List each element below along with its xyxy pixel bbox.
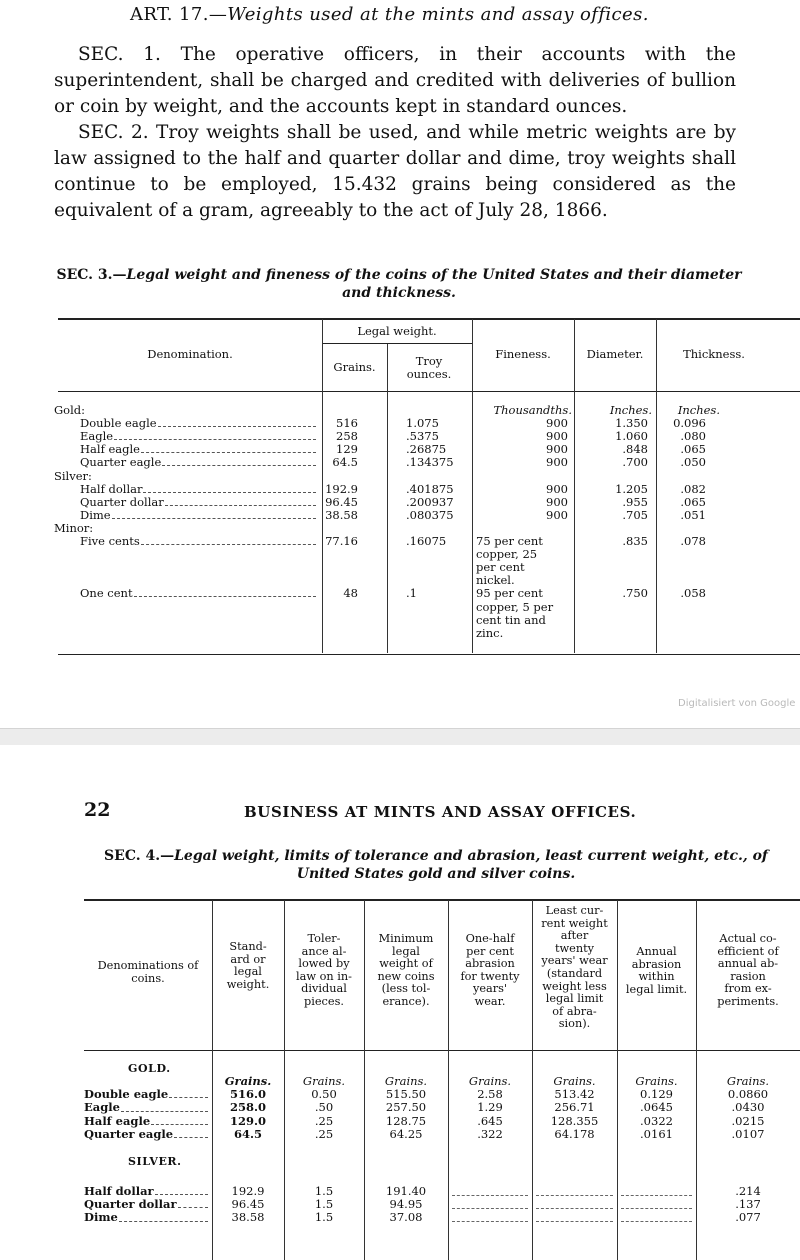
table-1-caption [54, 266, 744, 302]
gold-row-half-eagle-min: 128.75 [385, 1113, 427, 1128]
gold-row-half-eagle-actual: .0215 [731, 1113, 765, 1128]
silver-row-half-dollar-min: 191.40 [385, 1184, 427, 1198]
table-2-header-col-1 [84, 960, 212, 985]
table-1-col-rule [472, 319, 473, 653]
group-label-gold-2: GOLD. [128, 1062, 171, 1075]
row-one-cent-grains: 48 [343, 586, 358, 601]
row-dime-fineness: 900 [546, 507, 568, 522]
running-head: BUSINESS AT MINTS AND ASSAY OFFICES. [244, 803, 637, 821]
header-line: per cent [466, 944, 514, 958]
gold-row-eagle-std: 258.0 [229, 1100, 266, 1115]
row-half-dollar-fineness: 900 [546, 481, 568, 496]
section-1-paragraph [54, 42, 736, 120]
leader-dots [134, 589, 316, 597]
silver-row-quarter-dollar-std: 96.45 [231, 1197, 265, 1212]
gold-row-eagle-min: 257.50 [385, 1100, 427, 1115]
row-half-dollar-thickness: .082 [680, 481, 706, 496]
row-five-cents-label [80, 535, 316, 548]
leader-dots [112, 511, 316, 519]
row-dime-thickness: .051 [680, 507, 706, 522]
row-quarter-dollar-troy: .200937 [406, 494, 454, 509]
gold-row-quarter-eagle-annual: .0161 [640, 1126, 673, 1141]
gold-row-quarter-eagle-least: 64.178 [554, 1126, 595, 1141]
header-line: weight less [542, 979, 607, 993]
header-line: lowed by [298, 957, 350, 971]
header-line: legal [234, 965, 262, 979]
leader-dots [121, 1104, 208, 1112]
table-2-header-col-8 [696, 933, 800, 1009]
header-line: for twenty [460, 969, 520, 983]
section-1-label: SEC. 1. [78, 44, 161, 65]
legal-weight-subrule [322, 343, 472, 344]
row-double-eagle-fineness: 900 [546, 416, 568, 431]
row-five-cents-fineness-line: per cent [476, 560, 525, 575]
leader-dots [141, 445, 316, 453]
gold-row-double-eagle-min: 515.50 [385, 1087, 427, 1102]
table-2-caption [80, 847, 792, 883]
row-one-cent-name: One cent [80, 586, 133, 601]
row-half-eagle-troy: .26875 [406, 442, 447, 457]
gold-row-double-eagle-half: 2.58 [477, 1087, 503, 1102]
table-2-header-col-3 [284, 933, 364, 1009]
row-five-cents-fineness-line: copper, 25 [476, 547, 538, 562]
gold-row-eagle-annual: .0645 [640, 1100, 673, 1115]
row-five-cents-thickness: .078 [680, 534, 706, 548]
leader-dots [151, 1117, 208, 1125]
page-2 [0, 745, 800, 1260]
header-line: annual ab- [717, 957, 779, 971]
table-1-top-rule [58, 318, 800, 320]
gold-row-double-eagle-std: 516.0 [229, 1087, 266, 1102]
header-line: Toler- [307, 932, 341, 945]
header-line: efficient of [717, 944, 779, 958]
unit-grains: Grains. [224, 1074, 272, 1088]
silver-row-dime-std: 38.58 [231, 1210, 265, 1225]
gold-row-eagle-actual: .0430 [731, 1100, 765, 1115]
row-five-cents-diameter: .835 [622, 534, 648, 548]
leader-dots [169, 1090, 208, 1098]
gold-row-half-eagle-annual: .0322 [640, 1113, 673, 1128]
gold-row-half-eagle-least: 128.355 [550, 1113, 599, 1128]
header-line: coins. [131, 971, 165, 985]
header-line: periments. [717, 994, 779, 1008]
row-eagle-thickness: .080 [680, 429, 706, 444]
header-line: dividual [301, 982, 347, 996]
row-double-eagle-troy: 1.075 [406, 416, 439, 431]
row-dime-troy: .080375 [406, 507, 454, 522]
article-label: ART. 17.— [130, 4, 228, 25]
section-4-label: SEC. 4.— [104, 848, 175, 864]
leader-dots [119, 1214, 208, 1222]
header-line: wear. [474, 994, 506, 1008]
header-line: from ex- [724, 982, 772, 996]
table-1-col-rule [387, 344, 388, 653]
row-half-dollar-grains: 192.9 [325, 481, 358, 496]
gold-row-double-eagle-name: Double eagle [84, 1087, 169, 1102]
header-line: twenty [554, 941, 595, 955]
row-double-eagle-thickness: 0.096 [673, 416, 706, 431]
row-dime-name: Dime [80, 507, 111, 522]
group-label-silver: Silver: [54, 468, 92, 483]
row-quarter-eagle-thickness: .050 [680, 455, 706, 470]
table-2-header-col-2 [212, 941, 284, 991]
leader-dots [158, 419, 316, 427]
header-line: One-half [465, 932, 515, 945]
row-dime-diameter: .705 [622, 507, 648, 522]
row-dime-label [80, 509, 316, 522]
silver-row-half-dollar-tol: 1.5 [314, 1184, 334, 1198]
row-five-cents-fineness-line: nickel. [476, 573, 515, 588]
watermark: Digitalisiert von Google [678, 698, 796, 709]
empty-cell-leader [621, 1201, 692, 1209]
article-heading [130, 4, 649, 25]
header-line: ance al- [301, 944, 347, 958]
row-quarter-dollar-fineness: 900 [546, 494, 568, 509]
group-label-minor: Minor: [54, 520, 94, 535]
header-denomination: Denomination. [147, 347, 233, 361]
gold-row-half-eagle-std: 129.0 [229, 1113, 266, 1128]
header-line: legal [392, 944, 420, 958]
header-line: sion). [558, 1017, 591, 1031]
empty-cell-leader [452, 1188, 528, 1196]
row-double-eagle-diameter: 1.350 [615, 416, 648, 431]
row-five-cents-troy: .16075 [406, 534, 447, 548]
unit-grains: Grains. [302, 1074, 346, 1088]
row-five-cents-name: Five cents [80, 534, 140, 548]
gold-row-quarter-eagle-label [84, 1128, 210, 1141]
header-line: new coins [377, 969, 435, 983]
row-double-eagle-grains: 516 [336, 416, 358, 431]
row-quarter-dollar-grains: 96.45 [325, 494, 358, 509]
section-3-caption-text: Legal weight and fineness of the coins of the United States and their diameter and thickness. [126, 267, 742, 301]
row-quarter-dollar-label [80, 496, 316, 509]
gold-row-quarter-eagle-actual: .0107 [731, 1126, 765, 1141]
row-half-dollar-name: Half dollar [80, 481, 143, 496]
gold-row-eagle-half: 1.29 [477, 1100, 503, 1115]
header-line: Stand- [229, 940, 267, 953]
header-line: Denominations of [97, 959, 199, 972]
header-line: of abra- [552, 1004, 597, 1018]
table-2-header-col-6 [532, 905, 617, 1031]
leader-dots [165, 498, 316, 506]
row-quarter-eagle-label [80, 456, 316, 469]
gold-row-quarter-eagle-min: 64.25 [389, 1126, 423, 1141]
gold-row-quarter-eagle-std: 64.5 [233, 1126, 262, 1141]
page-separator [0, 728, 800, 746]
row-quarter-eagle-name: Quarter eagle [80, 455, 162, 470]
section-1-text: The operative officers, in their accounts with the superintendent, shall be charged and credited with deliveries of bullion or coin by weight, and the accounts kept in standard ounces. [54, 44, 736, 117]
header-line: rent weight [541, 916, 608, 930]
header-line: legal limit. [625, 982, 688, 996]
article-title: Weights used at the mints and assay offices. [227, 4, 649, 25]
unit-fineness: Thousandths. [493, 403, 572, 417]
table-2-header-col-5 [448, 933, 532, 1009]
header-line: ard or [230, 952, 266, 966]
section-2-label: SEC. 2. [78, 122, 149, 143]
gold-row-quarter-eagle-name: Quarter eagle [84, 1126, 174, 1141]
header-diameter: Diameter. [586, 347, 644, 361]
header-line: Least cur- [545, 904, 604, 917]
row-one-cent-diameter: .750 [622, 586, 648, 601]
row-double-eagle-name: Double eagle [80, 416, 157, 431]
table-2-header-col-7 [617, 946, 696, 996]
gold-row-double-eagle-least: 513.42 [554, 1087, 595, 1102]
row-five-cents-grains: 77.16 [325, 534, 358, 548]
empty-cell-leader [621, 1214, 692, 1222]
page-number: 22 [84, 799, 111, 821]
table-2-header-rule [84, 1050, 800, 1051]
leader-dots [162, 458, 316, 466]
gold-row-half-eagle-label [84, 1115, 210, 1128]
header-line: weight of [379, 957, 433, 971]
header-line: pieces. [304, 994, 344, 1008]
empty-cell-leader [452, 1214, 528, 1222]
silver-row-quarter-dollar-tol: 1.5 [314, 1197, 334, 1212]
gold-row-eagle-name: Eagle [84, 1100, 120, 1115]
header-line: (standard [546, 966, 603, 980]
unit-diameter: Inches. [609, 403, 652, 417]
unit-grains: Grains. [553, 1074, 596, 1088]
header-line: within [638, 970, 675, 984]
gold-row-eagle-least: 256.71 [554, 1100, 595, 1115]
silver-row-quarter-dollar-actual: .137 [735, 1197, 761, 1212]
gold-row-quarter-eagle-tol: .25 [314, 1126, 334, 1141]
row-one-cent-troy: .1 [406, 586, 417, 601]
header-line: erance). [382, 994, 430, 1008]
section-2-paragraph [54, 120, 736, 224]
unit-grains: Grains. [384, 1074, 428, 1088]
silver-row-dime-tol: 1.5 [314, 1210, 334, 1225]
header-line: abrasion [631, 957, 682, 971]
row-quarter-eagle-grains: 64.5 [332, 455, 358, 470]
header-line: law on in- [296, 969, 352, 983]
row-quarter-dollar-diameter: .955 [622, 494, 648, 509]
row-eagle-diameter: 1.060 [615, 429, 648, 444]
table-1-header-rule [58, 391, 800, 392]
silver-row-dime-label [84, 1211, 210, 1224]
gold-row-eagle-label [84, 1101, 210, 1114]
header-legal-weight: Legal weight. [357, 324, 437, 338]
row-one-cent-fineness-line: copper, 5 per [476, 599, 554, 614]
unit-grains: Grains. [726, 1074, 770, 1088]
section-3-label: SEC. 3.— [56, 267, 127, 283]
section-4-caption-text: Legal weight, limits of tolerance and abrasion, least current weight, etc., of United States gold and silver coins. [174, 848, 768, 882]
row-double-eagle-label [80, 417, 316, 430]
empty-cell-leader [536, 1201, 613, 1209]
row-half-dollar-label [80, 483, 316, 496]
header-line: after [560, 929, 589, 943]
header-line: (less tol- [381, 982, 431, 996]
row-quarter-eagle-troy: .134375 [406, 455, 454, 470]
row-quarter-eagle-fineness: 900 [546, 455, 568, 470]
group-label-silver-2: SILVER. [128, 1155, 182, 1168]
header-grains: Grains. [333, 360, 376, 374]
silver-row-quarter-dollar-name: Quarter dollar [84, 1197, 177, 1212]
row-half-dollar-diameter: 1.205 [615, 481, 648, 496]
leader-dots [178, 1200, 208, 1208]
empty-cell-leader [536, 1214, 613, 1222]
leader-dots [114, 432, 316, 440]
header-line: Actual co- [719, 932, 777, 945]
section-2-text: Troy weights shall be used, and while metric weights are by law assigned to the half and quarter dollar and dime, troy weights shall continue to be employed, 15.432 grains being considered as the equivalent of a gram, agreeably to the act of July 28, 1866. [54, 122, 736, 221]
row-half-dollar-troy: .401875 [406, 481, 454, 496]
silver-row-quarter-dollar-min: 94.95 [389, 1197, 423, 1212]
gold-row-double-eagle-actual: 0.0860 [727, 1087, 769, 1102]
row-one-cent-thickness: .058 [680, 586, 706, 601]
leader-dots [174, 1130, 208, 1138]
header-line: years' [472, 982, 508, 996]
row-one-cent-fineness-line: cent tin and [476, 612, 546, 627]
empty-cell-leader [536, 1188, 613, 1196]
gold-row-eagle-tol: .50 [314, 1100, 334, 1115]
empty-cell-leader [452, 1201, 528, 1209]
table-2-top-rule [84, 899, 800, 901]
silver-row-half-dollar-name: Half dollar [84, 1184, 154, 1198]
unit-grains: Grains. [468, 1074, 512, 1088]
row-one-cent-fineness-line: 95 per cent [476, 586, 543, 601]
row-eagle-fineness: 900 [546, 429, 568, 444]
leader-dots [141, 537, 316, 545]
row-dime-grains: 38.58 [325, 507, 358, 522]
silver-row-half-dollar-std: 192.9 [231, 1184, 265, 1198]
row-one-cent-fineness-line: zinc. [476, 625, 504, 640]
row-half-eagle-name: Half eagle [80, 442, 140, 457]
row-quarter-dollar-thickness: .065 [680, 494, 706, 509]
unit-thickness: Inches. [677, 403, 720, 417]
header-line: Annual [636, 945, 677, 958]
header-line: legal limit [545, 992, 604, 1006]
header-line: years' wear [541, 954, 608, 968]
header-thickness: Thickness. [683, 347, 745, 361]
unit-grains: Grains. [635, 1074, 678, 1088]
row-one-cent-label [80, 587, 316, 600]
gold-row-half-eagle-name: Half eagle [84, 1113, 151, 1128]
row-eagle-grains: 258 [336, 429, 358, 444]
silver-row-dime-min: 37.08 [389, 1210, 423, 1225]
table-2-header-col-4 [364, 933, 448, 1009]
header-line: abrasion [465, 957, 515, 971]
header-troy-ounces: Troy ounces. [406, 354, 452, 381]
silver-row-dime-actual: .077 [735, 1210, 761, 1225]
table-1-bottom-rule [58, 654, 800, 655]
header-line: weight. [226, 977, 270, 991]
silver-row-dime-name: Dime [84, 1210, 118, 1225]
header-fineness: Fineness. [495, 347, 551, 361]
row-half-eagle-diameter: .848 [622, 442, 648, 457]
gold-row-double-eagle-tol: 0.50 [311, 1087, 337, 1102]
leader-dots [143, 485, 316, 493]
row-half-eagle-grains: 129 [336, 442, 358, 457]
row-quarter-dollar-name: Quarter dollar [80, 494, 164, 509]
gold-row-half-eagle-half: .645 [477, 1113, 503, 1128]
row-eagle-name: Eagle [80, 429, 114, 444]
group-label-gold: Gold: [54, 403, 86, 417]
gold-row-half-eagle-tol: .25 [314, 1113, 334, 1128]
leader-dots [155, 1187, 208, 1195]
silver-row-half-dollar-actual: .214 [735, 1184, 761, 1198]
header-line: rasion [730, 969, 766, 983]
header-line: Minimum [378, 932, 434, 945]
empty-cell-leader [621, 1188, 692, 1196]
row-quarter-eagle-diameter: .700 [622, 455, 648, 470]
gold-row-double-eagle-annual: 0.129 [640, 1087, 673, 1102]
row-eagle-troy: .5375 [406, 429, 439, 444]
row-five-cents-fineness-line: 75 per cent [476, 534, 543, 548]
row-half-eagle-thickness: .065 [680, 442, 706, 457]
gold-row-quarter-eagle-half: .322 [477, 1126, 503, 1141]
row-half-eagle-fineness: 900 [546, 442, 568, 457]
